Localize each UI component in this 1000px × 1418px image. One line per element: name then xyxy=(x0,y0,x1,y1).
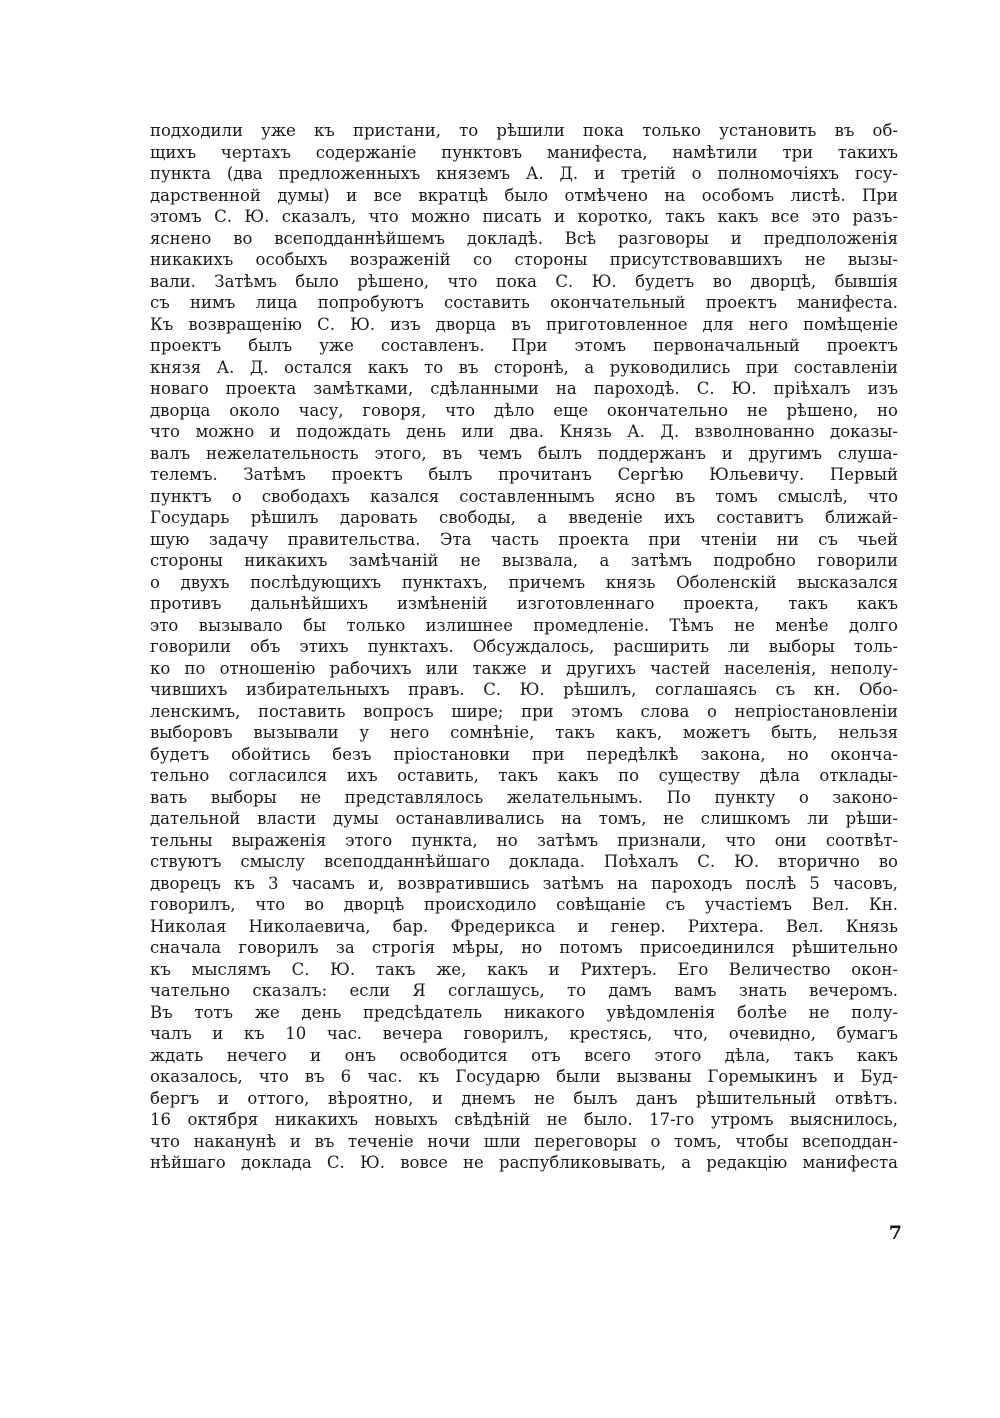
text-line: никакихъ особыхъ возраженій со стороны присутствовавшихъ не вызы- xyxy=(150,250,898,269)
text-line: подходили уже къ пристани, то рѣшили пока только установить въ об- xyxy=(150,121,898,140)
text-line: Николая Николаевича, бар. Фредерикса и генер. Рихтера. Вел. Князь xyxy=(150,916,898,936)
text-line: щихъ чертахъ содержаніе пунктовъ манифеста, намѣтили три такихъ xyxy=(150,142,898,162)
text-line: бергъ и оттого, вѣроятно, и днемъ не былъ данъ рѣшительный отвѣтъ. xyxy=(150,1088,898,1108)
text-line: выборовъ вызывали у него сомнѣніе, такъ какъ, можетъ быть, нельзя xyxy=(150,723,898,742)
text-line: оказалось, что въ 6 час. къ Государю были вызваны Горемыкинъ и Буд- xyxy=(150,1067,898,1086)
text-line: чалъ и къ 10 час. вечера говорилъ, крестясь, что, очевидно, бумагъ xyxy=(150,1024,898,1043)
text-line: вали. Затѣмъ было рѣшено, что пока С. Ю. будетъ во дворцѣ, бывшія xyxy=(150,271,898,291)
text-line: Къ возвращенію С. Ю. изъ дворца въ приготовленное для него помѣщеніе xyxy=(150,314,898,334)
text-line: Государь рѣшилъ даровать свободы, а введеніе ихъ составитъ ближай- xyxy=(150,508,898,527)
text-line: пункта (два предложенныхъ княземъ А. Д. и третій о полномочіяхъ госу- xyxy=(150,164,898,183)
text-line: тельно согласился ихъ оставить, такъ какъ по существу дѣла отклады- xyxy=(150,766,898,785)
text-line: сначала говорилъ за строгія мѣры, но потомъ присоединился рѣшительно xyxy=(150,938,898,957)
text-line: говорилъ, что во дворцѣ происходило совѣщаніе съ участіемъ Вел. Кн. xyxy=(150,895,898,914)
text-line: что можно и подождать день или два. Князь А. Д. взволнованно доказы- xyxy=(150,422,898,441)
text-line: о двухъ послѣдующихъ пунктахъ, причемъ князь Оболенскій высказался xyxy=(150,572,898,592)
text-line: новаго проекта замѣтками, сдѣланными на пароходѣ. С. Ю. пріѣхалъ изъ xyxy=(150,379,898,398)
text-line: этомъ С. Ю. сказалъ, что можно писать и коротко, такъ какъ все это разъ- xyxy=(150,207,898,226)
text-line: шую задачу правительства. Эта часть проекта при чтеніи ни съ чьей xyxy=(150,529,898,549)
text-line: дарственной думы) и все вкратцѣ было отмѣчено на особомъ листѣ. При xyxy=(150,185,898,205)
text-line: валъ нежелательность этого, въ чемъ былъ поддержанъ и другимъ слуша- xyxy=(150,443,898,463)
text-line: чившихъ избирательныхъ правъ. С. Ю. рѣшилъ, соглашаясь съ кн. Обо- xyxy=(150,680,898,699)
text-line: пунктъ о свободахъ казался составленнымъ ясно въ томъ смыслѣ, что xyxy=(150,486,898,506)
text-line: ждать нечего и онъ освободится отъ всего этого дѣла, такъ какъ xyxy=(150,1045,898,1065)
text-line: противъ дальнѣйшихъ измѣненій изготовленнаго проекта, такъ какъ xyxy=(150,594,898,613)
text-line: съ нимъ лица попробуютъ составить окончательный проектъ манифеста. xyxy=(150,293,898,312)
text-line: къ мыслямъ С. Ю. такъ же, какъ и Рихтеръ. Его Величество окон- xyxy=(150,959,898,979)
text-line: тельны выраженія этого пункта, но затѣмъ признали, что они соотвѣт- xyxy=(150,830,898,850)
text-line: ленскимъ, поставить вопросъ шире; при этомъ слова о непріостановленіи xyxy=(150,701,898,721)
text-line: ствуютъ смыслу всеподданнѣйшаго доклада. Поѣхалъ С. Ю. вторично во xyxy=(150,852,898,871)
text-line: будетъ обойтись безъ пріостановки при передѣлкѣ закона, но оконча- xyxy=(150,744,898,764)
text-line: дательной власти думы останавливались на томъ, не слишкомъ ли рѣши- xyxy=(150,809,898,828)
text-line: проектъ былъ уже составленъ. При этомъ первоначальный проектъ xyxy=(150,336,898,355)
text-line: 16 октября никакихъ новыхъ свѣдѣній не было. 17-го утромъ выяснилось, xyxy=(150,1110,898,1129)
text-line: стороны никакихъ замѣчаній не вызвала, а затѣмъ подробно говорили xyxy=(150,551,898,570)
body-text xyxy=(150,120,898,1174)
text-line: вать выборы не представлялось желательнымъ. По пункту о законо- xyxy=(150,787,898,807)
text-line: яснено во всеподданнѣйшемъ докладѣ. Всѣ разговоры и предположенія xyxy=(150,228,898,248)
text-line: нѣйшаго доклада С. Ю. вовсе не распубликовывать, а редакцію манифеста xyxy=(150,1153,898,1172)
text-line: дворца около часу, говоря, что дѣло еще окончательно не рѣшено, но xyxy=(150,400,898,420)
text-line: что наканунѣ и въ теченіе ночи шли переговоры о томъ, чтобы всеподдан- xyxy=(150,1131,898,1151)
text-line: Въ тотъ же день предсѣдатель никакого увѣдомленія болѣе не полу- xyxy=(150,1002,898,1022)
page-number: 7 xyxy=(888,1222,902,1244)
text-line: князя А. Д. остался какъ то въ сторонѣ, а руководились при составленіи xyxy=(150,357,898,377)
text-line: телемъ. Затѣмъ проектъ былъ прочитанъ Сергѣю Юльевичу. Первый xyxy=(150,465,898,484)
text-line: дворецъ къ 3 часамъ и, возвратившись затѣмъ на пароходъ послѣ 5 часовъ, xyxy=(150,873,898,893)
text-line: чательно сказалъ: если Я соглашусь, то дамъ вамъ знать вечеромъ. xyxy=(150,981,898,1000)
text-line: ко по отношенію рабочихъ или также и другихъ частей населенія, неполу- xyxy=(150,658,898,678)
text-line: это вызывало бы только излишнее промедленіе. Тѣмъ не менѣе долго xyxy=(150,615,898,635)
text-line: говорили объ этихъ пунктахъ. Обсуждалось, расширить ли выборы толь- xyxy=(150,637,898,656)
